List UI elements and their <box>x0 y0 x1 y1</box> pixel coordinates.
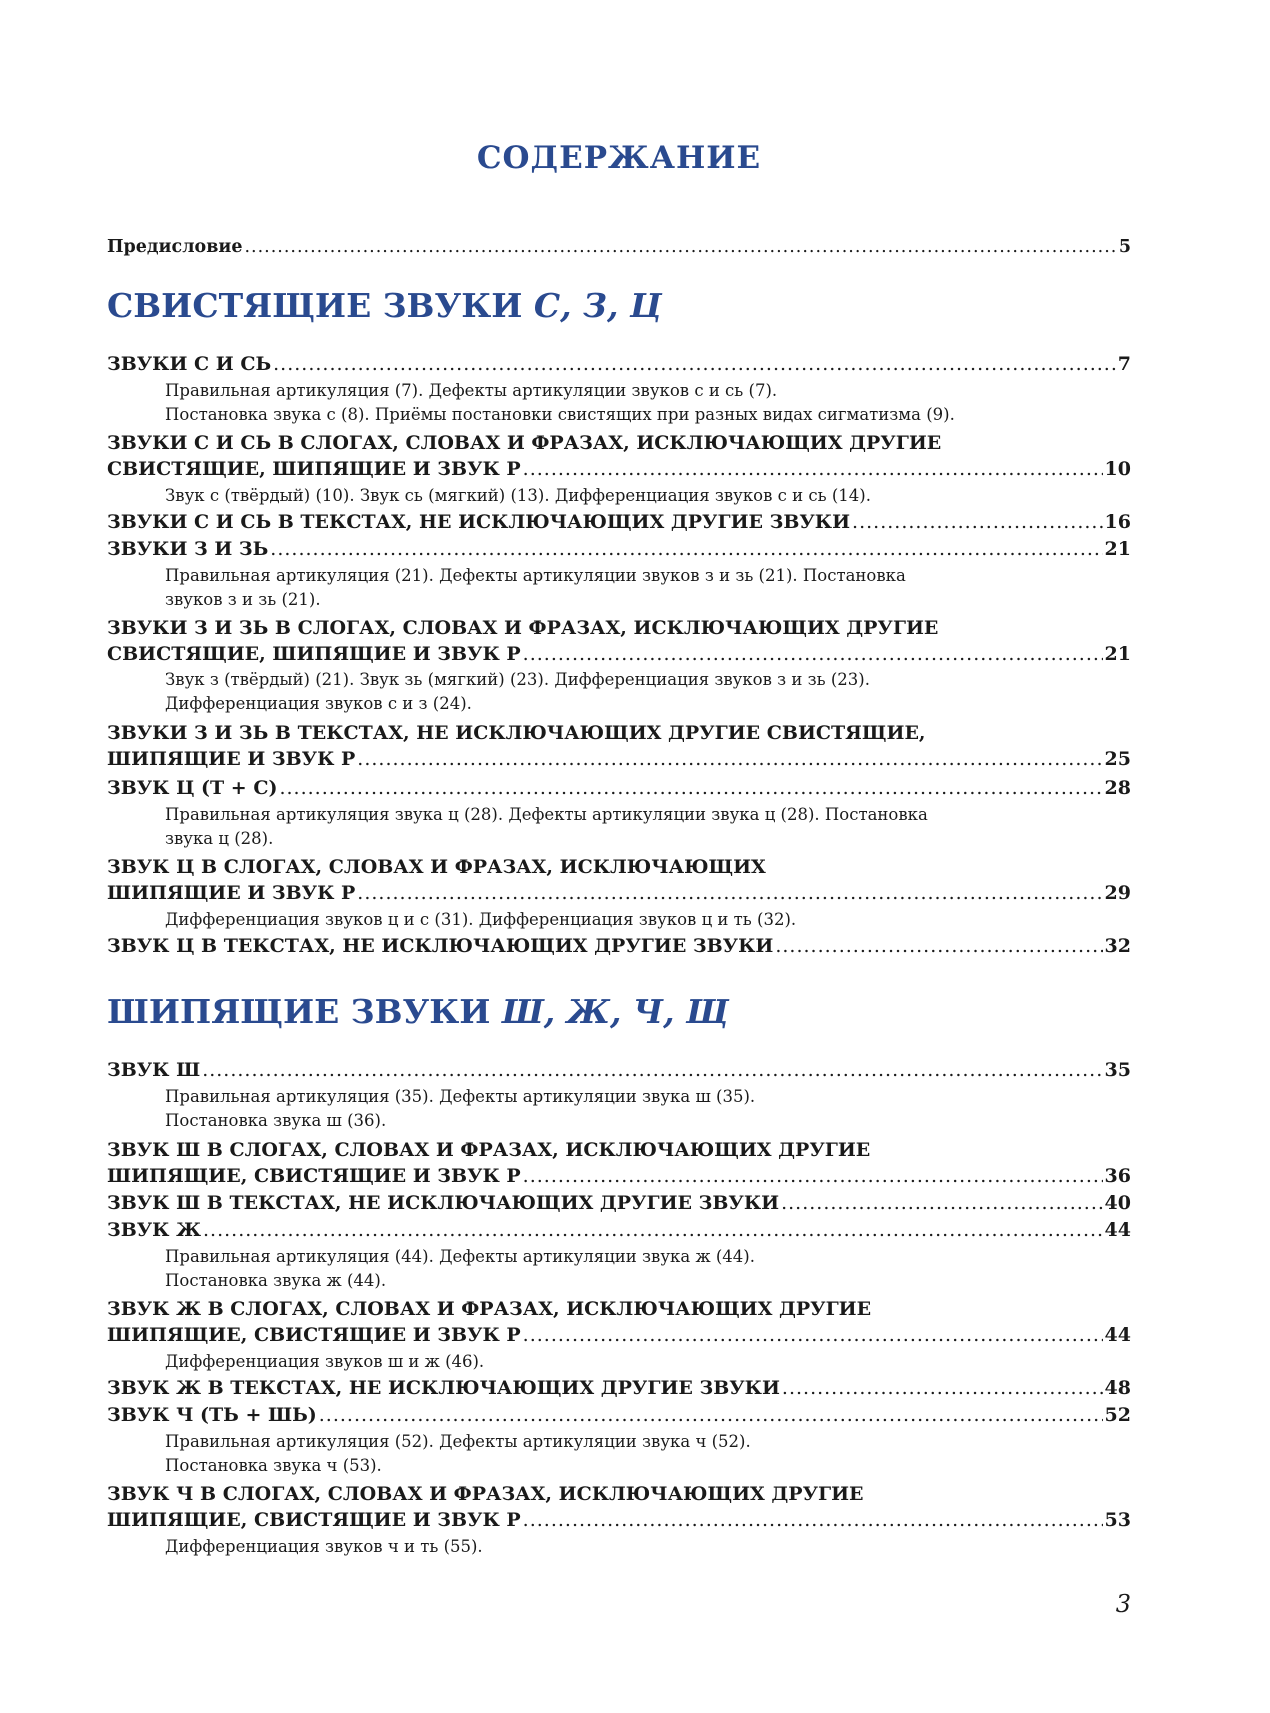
dot-leader <box>523 1507 1103 1533</box>
toc-entry[interactable] <box>107 1190 1131 1216</box>
toc-entry-preface[interactable] <box>107 234 1131 260</box>
entry-title-line: ШИПЯЩИЕ, СВИСТЯЩИЕ И ЗВУК Р <box>107 1509 521 1531</box>
toc-entry[interactable] <box>107 1217 1131 1243</box>
description-line: Постановка звука с (8). Приёмы постановки свистящих при разных видах сигматизма (9). <box>165 405 955 424</box>
page-ref: 44 <box>1104 1324 1131 1346</box>
entry-description <box>165 1245 1131 1293</box>
toc-entry[interactable] <box>107 1402 1131 1428</box>
dot-leader <box>782 1375 1103 1401</box>
entry-title-line: ЗВУКИ С И СЬ В СЛОГАХ, СЛОВАХ И ФРАЗАХ, ИСКЛЮЧАЮЩИХ ДРУГИЕ <box>107 432 942 454</box>
entry-description <box>165 1350 1131 1374</box>
entry-title: ЗВУК Ш <box>107 1059 201 1081</box>
dot-leader <box>279 775 1102 801</box>
entry-title: ЗВУК Ч (ТЬ + ШЬ) <box>107 1404 317 1426</box>
entry-title: ЗВУК Ш В ТЕКСТАХ, НЕ ИСКЛЮЧАЮЩИХ ДРУГИЕ ЗВУКИ <box>107 1192 780 1214</box>
dot-leader <box>270 536 1102 562</box>
dot-leader <box>523 1163 1103 1189</box>
dot-leader <box>523 456 1103 482</box>
entry-description <box>165 379 1131 427</box>
entry-description <box>165 564 1131 612</box>
section-heading-letters: С, З, Ц <box>533 286 662 325</box>
entry-title: ЗВУКИ З И ЗЬ <box>107 538 269 560</box>
entry-title-line: ЗВУК Ж В СЛОГАХ, СЛОВАХ И ФРАЗАХ, ИСКЛЮЧАЮЩИХ ДРУГИЕ <box>107 1298 872 1320</box>
entry-description <box>165 1085 1131 1133</box>
description-line: звуков з и зь (21). <box>165 590 321 609</box>
description-line: Дифференциация звуков с и з (24). <box>165 694 472 713</box>
entry-description <box>165 484 1131 508</box>
description-line: Постановка звука ч (53). <box>165 1456 382 1475</box>
toc-entry[interactable] <box>107 775 1131 801</box>
toc-entry[interactable] <box>107 1296 1131 1348</box>
page-ref: 52 <box>1104 1404 1131 1426</box>
dot-leader <box>319 1402 1103 1428</box>
dot-leader <box>523 641 1103 667</box>
section-heading-whistling <box>107 286 662 325</box>
page-ref: 21 <box>1104 538 1131 560</box>
entry-title-line: ШИПЯЩИЕ, СВИСТЯЩИЕ И ЗВУК Р <box>107 1324 521 1346</box>
page-ref: 10 <box>1104 458 1131 480</box>
page-ref: 21 <box>1104 643 1131 665</box>
entry-title-line: ЗВУКИ З И ЗЬ В ТЕКСТАХ, НЕ ИСКЛЮЧАЮЩИХ ДРУГИЕ СВИСТЯЩИЕ, <box>107 722 926 744</box>
description-line: Звук з (твёрдый) (21). Звук зь (мягкий) (23). Дифференциация звуков з и зь (23). <box>165 670 870 689</box>
page-ref: 7 <box>1117 353 1131 375</box>
dot-leader <box>781 1190 1102 1216</box>
entry-title-line: ШИПЯЩИЕ И ЗВУК Р <box>107 748 356 770</box>
dot-leader <box>852 509 1103 535</box>
toc-entry[interactable] <box>107 509 1131 535</box>
page-ref: 25 <box>1104 748 1131 770</box>
entry-title: ЗВУК Ц (Т + С) <box>107 777 278 799</box>
description-line: Постановка звука ж (44). <box>165 1271 387 1290</box>
section-heading-text: СВИСТЯЩИЕ ЗВУКИ <box>107 286 534 325</box>
section-heading-hissing <box>107 992 729 1031</box>
toc-entry[interactable] <box>107 351 1131 377</box>
section-heading-text: ШИПЯЩИЕ ЗВУКИ <box>107 992 502 1031</box>
entry-title: ЗВУКИ С И СЬ В ТЕКСТАХ, НЕ ИСКЛЮЧАЮЩИХ ДРУГИЕ ЗВУКИ <box>107 511 851 533</box>
entry-description <box>165 803 1131 851</box>
toc-entry[interactable] <box>107 430 1131 482</box>
dot-leader <box>203 1217 1103 1243</box>
description-line: Звук с (твёрдый) (10). Звук сь (мягкий) (13). Дифференциация звуков с и сь (14). <box>165 486 871 505</box>
entry-title-line: ЗВУК Ц В СЛОГАХ, СЛОВАХ И ФРАЗАХ, ИСКЛЮЧАЮЩИХ <box>107 856 766 878</box>
toc-title: СОДЕРЖАНИЕ <box>476 140 762 176</box>
toc-entry[interactable] <box>107 1481 1131 1533</box>
toc-entry[interactable] <box>107 536 1131 562</box>
toc-entry[interactable] <box>107 615 1131 667</box>
dot-leader <box>202 1057 1102 1083</box>
entry-title: ЗВУКИ С И СЬ <box>107 353 272 375</box>
page-ref: 28 <box>1104 777 1131 799</box>
entry-title-line: СВИСТЯЩИЕ, ШИПЯЩИЕ И ЗВУК Р <box>107 458 521 480</box>
description-line: звука ц (28). <box>165 829 274 848</box>
page-ref: 53 <box>1104 1509 1131 1531</box>
description-line: Правильная артикуляция звука ц (28). Дефекты артикуляции звука ц (28). Постановка <box>165 805 928 824</box>
description-line: Дифференциация звуков ц и с (31). Дифференциация звуков ц и ть (32). <box>165 910 797 929</box>
toc-entry[interactable] <box>107 854 1131 906</box>
description-line: Правильная артикуляция (35). Дефекты артикуляции звука ш (35). <box>165 1087 756 1106</box>
toc-entry[interactable] <box>107 1057 1131 1083</box>
entry-description <box>165 1430 1131 1478</box>
dot-leader <box>357 746 1102 772</box>
description-line: Постановка звука ш (36). <box>165 1111 387 1130</box>
dot-leader <box>523 1322 1103 1348</box>
entry-title: ЗВУК Ж В ТЕКСТАХ, НЕ ИСКЛЮЧАЮЩИХ ДРУГИЕ ЗВУКИ <box>107 1377 780 1399</box>
entry-title-line: ЗВУКИ З И ЗЬ В СЛОГАХ, СЛОВАХ И ФРАЗАХ, ИСКЛЮЧАЮЩИХ ДРУГИЕ <box>107 617 939 639</box>
entry-title-line: ШИПЯЩИЕ, СВИСТЯЩИЕ И ЗВУК Р <box>107 1165 521 1187</box>
description-line: Дифференциация звуков ч и ть (55). <box>165 1537 483 1556</box>
dot-leader <box>273 351 1116 377</box>
dot-leader <box>244 234 1116 260</box>
page-number: 3 <box>1115 1590 1131 1618</box>
entry-description <box>165 1535 1131 1559</box>
page-ref: 35 <box>1104 1059 1131 1081</box>
entry-description <box>165 908 1131 932</box>
entry-description <box>165 668 1131 716</box>
dot-leader <box>357 880 1102 906</box>
dot-leader <box>775 933 1102 959</box>
toc-entry[interactable] <box>107 1137 1131 1189</box>
description-line: Правильная артикуляция (44). Дефекты артикуляции звука ж (44). <box>165 1247 755 1266</box>
toc-entry[interactable] <box>107 1375 1131 1401</box>
entry-title-line: СВИСТЯЩИЕ, ШИПЯЩИЕ И ЗВУК Р <box>107 643 521 665</box>
page-ref: 36 <box>1104 1165 1131 1187</box>
page-ref: 44 <box>1104 1219 1131 1241</box>
description-line: Правильная артикуляция (52). Дефекты артикуляции звука ч (52). <box>165 1432 751 1451</box>
toc-entry[interactable] <box>107 933 1131 959</box>
entry-title: Предисловие <box>107 237 243 257</box>
entry-title-line: ШИПЯЩИЕ И ЗВУК Р <box>107 882 356 904</box>
section-heading-letters: Ш, Ж, Ч, Щ <box>501 992 729 1031</box>
page-ref: 40 <box>1104 1192 1131 1214</box>
entry-title: ЗВУК Ц В ТЕКСТАХ, НЕ ИСКЛЮЧАЮЩИХ ДРУГИЕ ЗВУКИ <box>107 935 774 957</box>
description-line: Дифференциация звуков ш и ж (46). <box>165 1352 485 1371</box>
description-line: Правильная артикуляция (7). Дефекты артикуляции звуков с и сь (7). <box>165 381 778 400</box>
toc-entry[interactable] <box>107 720 1131 772</box>
page-ref: 5 <box>1118 237 1131 257</box>
page-ref: 48 <box>1104 1377 1131 1399</box>
page-ref: 32 <box>1104 935 1131 957</box>
page-ref: 29 <box>1104 882 1131 904</box>
description-line: Правильная артикуляция (21). Дефекты артикуляции звуков з и зь (21). Постановка <box>165 566 906 585</box>
entry-title: ЗВУК Ж <box>107 1219 202 1241</box>
entry-title-line: ЗВУК Ч В СЛОГАХ, СЛОВАХ И ФРАЗАХ, ИСКЛЮЧАЮЩИХ ДРУГИЕ <box>107 1483 864 1505</box>
page-ref: 16 <box>1104 511 1131 533</box>
entry-title-line: ЗВУК Ш В СЛОГАХ, СЛОВАХ И ФРАЗАХ, ИСКЛЮЧАЮЩИХ ДРУГИЕ <box>107 1139 871 1161</box>
